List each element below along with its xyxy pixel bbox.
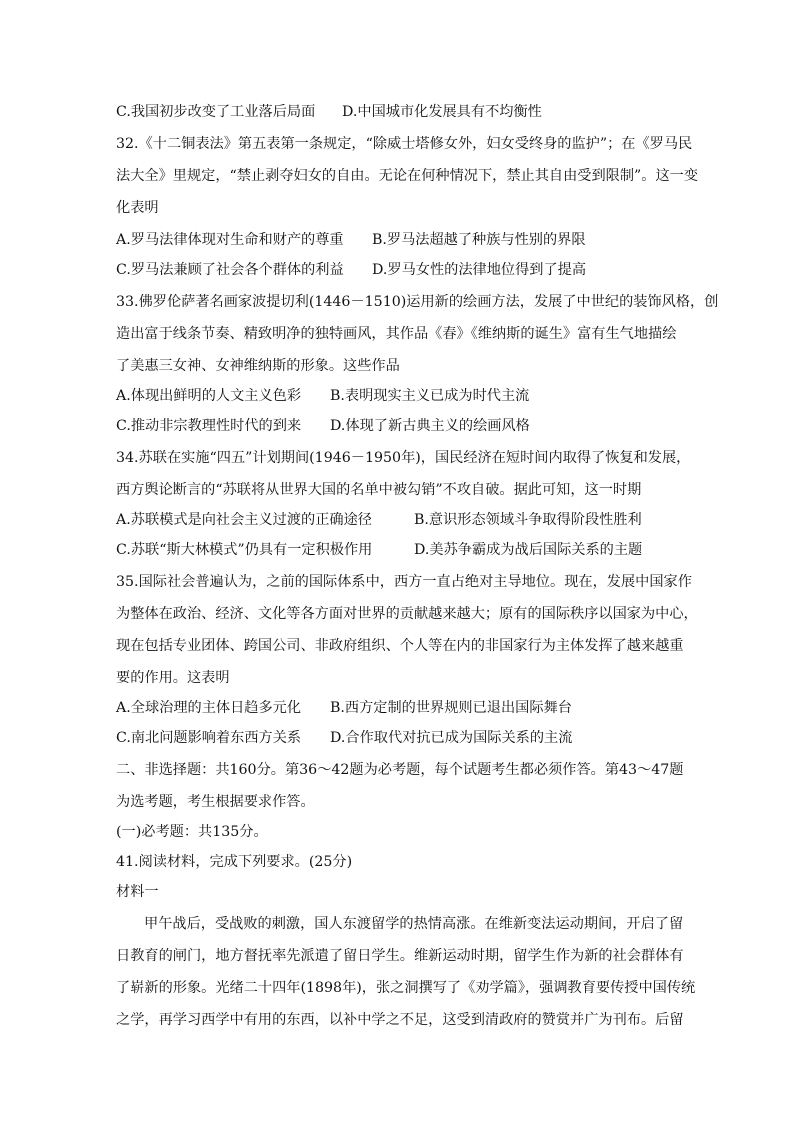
text-line: 要的作用。这表明 [116,670,230,686]
option-text: C.我国初步改变了工业落后局面 [116,104,316,120]
text-line: 为选考题，考生根据要求作答。 [116,794,315,810]
option-text: B.意识形态领域斗争取得阶段性胜利 [414,512,642,528]
option-text: B.罗马法超越了种族与性别的界限 [372,232,586,248]
option-text: D.美苏争霸成为战后国际关系的主题 [414,542,643,558]
option-text: D.合作取代对抗已成为国际关系的主流 [330,730,573,746]
option-text: D.中国城市化发展具有不均衡性 [342,104,542,120]
text-line: 之学，再学习西学中有用的东西，以补中学之不足，这受到清政府的赞赏并广为刊布。后留 [116,1012,684,1028]
text-line: 造出富于线条节奏、精致明净的独特画风，其作品《春》《维纳斯的诞生》富有生气地描绘 [116,326,677,342]
option-row [116,728,686,748]
option-text: C.南北问题影响着东西方关系 [116,730,302,746]
option-text: A.苏联模式是向社会主义过渡的正确途径 [116,512,372,528]
text-line: 日教育的闸门，地方督抚率先派遣了留日学生。维新运动时期，留学生作为新的社会群体有 [116,948,684,964]
option-row [116,540,686,560]
text-line: 为整体在政治、经济、文化等各方面对世界的贡献越来越大；原有的国际秩序以国家为中心， [116,606,698,622]
text-line: (一)必考题：共135分。 [116,824,268,840]
text-line: 41.阅读材料，完成下列要求。(25分) [116,854,353,870]
option-text: A.全球治理的主体日趋多元化 [116,700,302,716]
text-line: 法大全》里规定，“禁止剥夺妇女的自由。无论在何种情况下，禁止其自由受到限制”。这一变 [116,168,699,184]
option-text: B.西方定制的世界规则已退出国际舞台 [330,700,572,716]
option-row [116,416,686,436]
option-row [116,510,686,530]
option-text: A.罗马法律体现对生命和财产的尊重 [116,232,344,248]
option-row [116,230,686,250]
option-row [116,386,686,406]
option-text: D.罗马女性的法律地位得到了提高 [372,262,587,278]
option-row [116,698,686,718]
text-line: 32.《十二铜表法》第五表第一条规定，“除威士塔修女外，妇女受终身的监护”；在《罗马民 [116,136,693,152]
option-text: C.罗马法兼顾了社会各个群体的利益 [116,262,344,278]
option-row [116,102,686,122]
text-line: 西方舆论断言的“苏联将从世界大国的名单中被勾销”不攻自破。据此可知，这一时期 [116,482,642,498]
option-text: A.体现出鲜明的人文主义色彩 [116,388,302,404]
text-line: 化表明 [116,200,159,216]
option-row [116,260,686,280]
option-text: B.表明现实主义已成为时代主流 [330,388,530,404]
text-line: 35.国际社会普遍认为，之前的国际体系中，西方一直占绝对主导地位。现在，发展中国家作 [116,574,692,590]
text-line: 33.佛罗伦萨著名画家波提切利(1446－1510)运用新的绘画方法，发展了中世纪的装饰风格，创 [116,294,719,310]
option-text: C.推动非宗教理性时代的到来 [116,418,302,434]
text-line: 了美惠三女神、女神维纳斯的形象。这些作品 [116,358,400,374]
text-line: 现在包括专业团体、跨国公司、非政府组织、个人等在内的非国家行为主体发挥了越来越重 [116,638,684,654]
text-line: 34.苏联在实施“四五”计划期间(1946－1950年)，国民经济在短时间内取得了恢复和发展， [116,450,691,466]
option-text: C.苏联“斯大林模式”仍具有一定积极作用 [116,542,373,558]
paragraph-line-indented: 甲午战后，受战败的刺激，国人东渡留学的热情高涨。在维新变法运动期间，开启了留 [144,916,684,932]
text-line: 材料一 [116,884,159,900]
text-line: 了崭新的形象。光绪二十四年(1898年)，张之洞撰写了《劝学篇》，强调教育要传授中国传统 [116,980,696,996]
text-line: 二、非选择题：共160分。第36～42题为必考题，每个试题考生都必须作答。第43～47题 [116,762,684,778]
option-text: D.体现了新古典主义的绘画风格 [330,418,530,434]
